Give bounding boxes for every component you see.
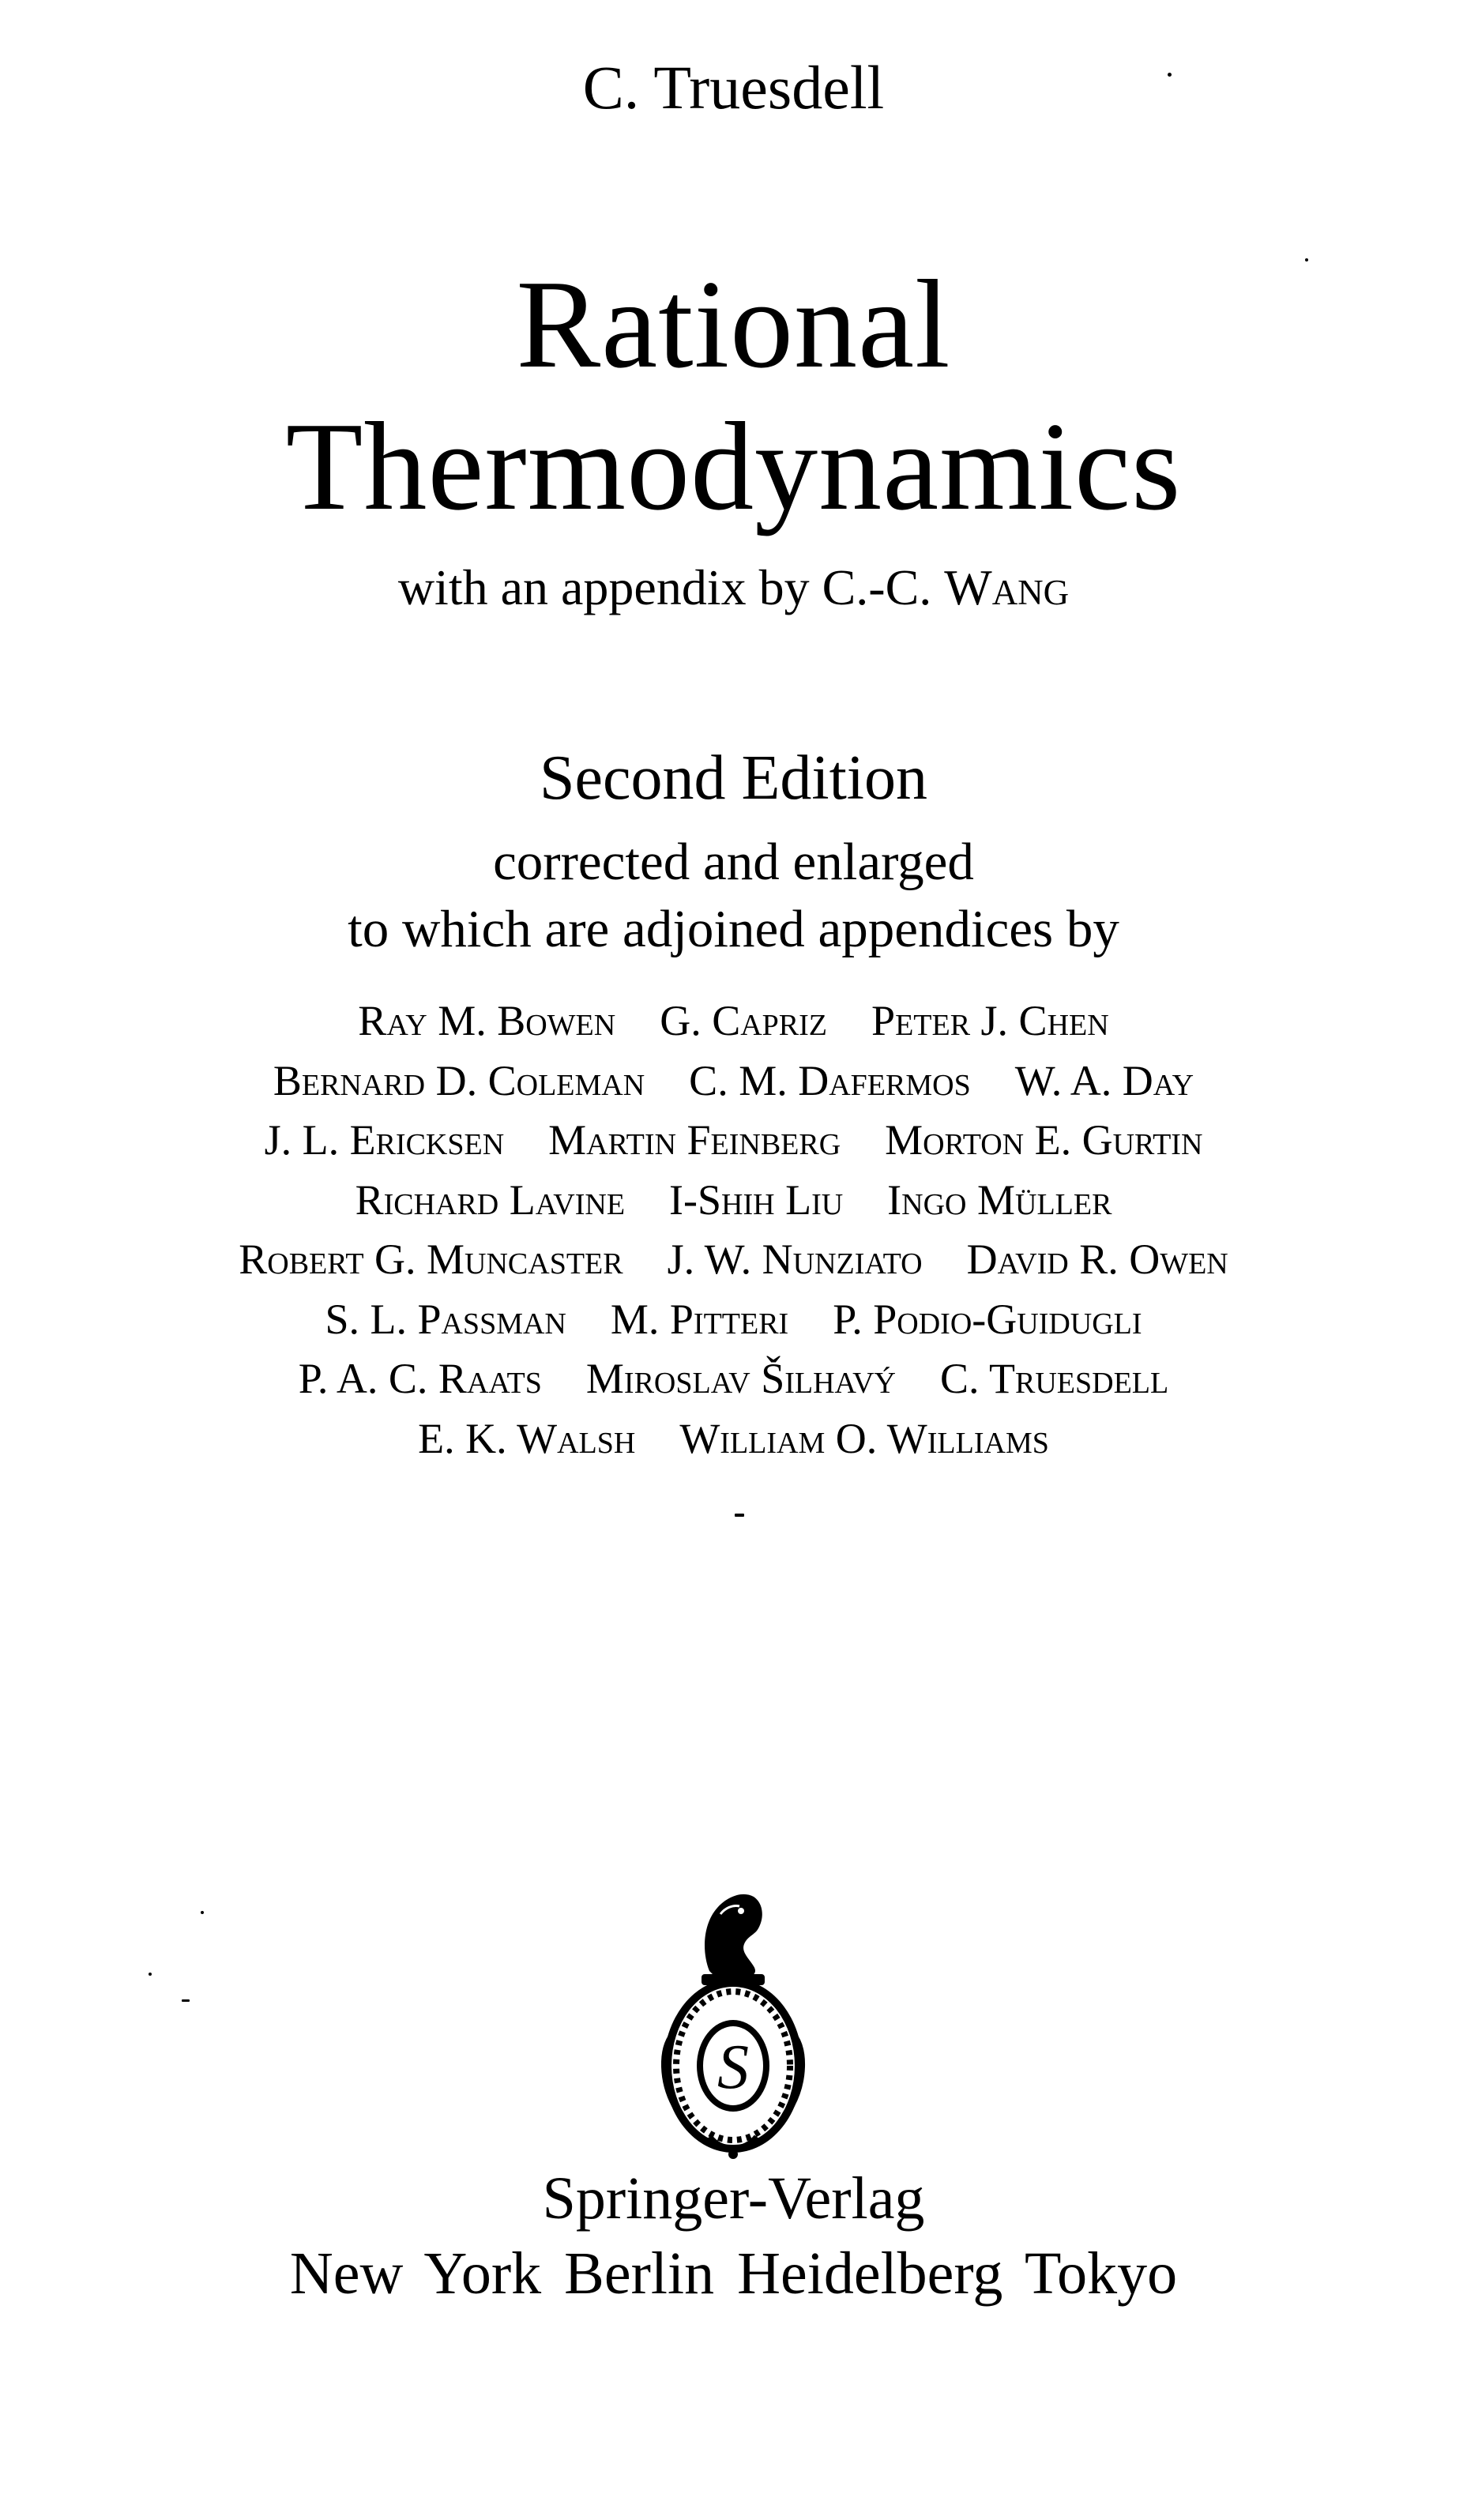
contributors-line: [0, 1171, 1467, 1231]
contributor-name: P. A. C. Raats: [298, 1355, 542, 1402]
edition-label: Second Edition: [539, 743, 928, 813]
book-title-line-1: Rational: [516, 254, 951, 394]
contributor-name: William O. Williams: [679, 1414, 1049, 1462]
contributor-name: E. K. Walsh: [418, 1414, 636, 1462]
contributor-name: Robert G. Muncaster: [239, 1236, 623, 1283]
svg-text:S: S: [717, 2033, 749, 2102]
contributors-line: [0, 991, 1467, 1051]
appendix-note: [0, 559, 1467, 615]
contributor-name: W. A. Day: [1014, 1056, 1194, 1104]
contributor-name: J. W. Nunziato: [667, 1236, 923, 1283]
contributor-name: C. M. Dafermos: [689, 1056, 971, 1104]
contributor-name: I-Shih Liu: [669, 1175, 844, 1224]
springer-knight-logo-icon: [654, 1876, 812, 2161]
contributor-name: David R. Owen: [966, 1236, 1228, 1283]
scan-speck: [1305, 258, 1308, 261]
publisher-cities: New York Berlin Heidelberg Tokyo: [289, 2240, 1178, 2307]
contributor-name: Richard Lavine: [355, 1175, 626, 1224]
edition-note-line-1: corrected and enlarged: [493, 833, 974, 891]
contributor-name: Peter J. Chen: [871, 997, 1109, 1044]
book-title-line-2: Thermodynamics: [285, 396, 1182, 536]
contributor-name: Miroslav Šilhavý: [585, 1355, 896, 1402]
appendix-note-name: Wang: [944, 559, 1070, 615]
scan-speck: [182, 1999, 190, 2002]
contributors-line: [0, 1349, 1467, 1409]
edition-note-line-2: to which are adjoined appendices by: [348, 900, 1119, 958]
contributor-name: Ray M. Bowen: [358, 997, 616, 1044]
contributor-name: J. L. Ericksen: [264, 1116, 505, 1164]
scan-speck: [201, 1911, 204, 1914]
publisher-name: Springer-Verlag: [542, 2165, 925, 2232]
contributor-name: G. Capriz: [660, 997, 828, 1044]
contributor-name: Martin Feinberg: [548, 1116, 841, 1164]
contributor-name: P. Podio-Guidugli: [833, 1295, 1142, 1343]
contributor-name: C. Truesdell: [939, 1355, 1169, 1402]
contributors-line: [0, 1230, 1467, 1290]
contributor-name: Ingo Müller: [887, 1175, 1112, 1224]
contributors-line: [0, 1051, 1467, 1111]
contributors-list: [0, 991, 1467, 1469]
contributor-name: S. L. Passman: [325, 1295, 566, 1343]
scan-speck: [735, 1514, 744, 1517]
contributors-line: [0, 1290, 1467, 1350]
contributor-name: M. Pitteri: [610, 1295, 789, 1343]
contributor-name: Morton E. Gurtin: [885, 1116, 1203, 1164]
author-name: C. Truesdell: [582, 53, 885, 122]
appendix-note-prefix: with an appendix by C.-C.: [397, 559, 945, 615]
contributors-line: [0, 1111, 1467, 1171]
contributor-name: Bernard D. Coleman: [273, 1056, 645, 1104]
scan-speck: [1168, 73, 1172, 77]
scan-speck: [149, 1973, 152, 1976]
contributors-line: [0, 1409, 1467, 1469]
